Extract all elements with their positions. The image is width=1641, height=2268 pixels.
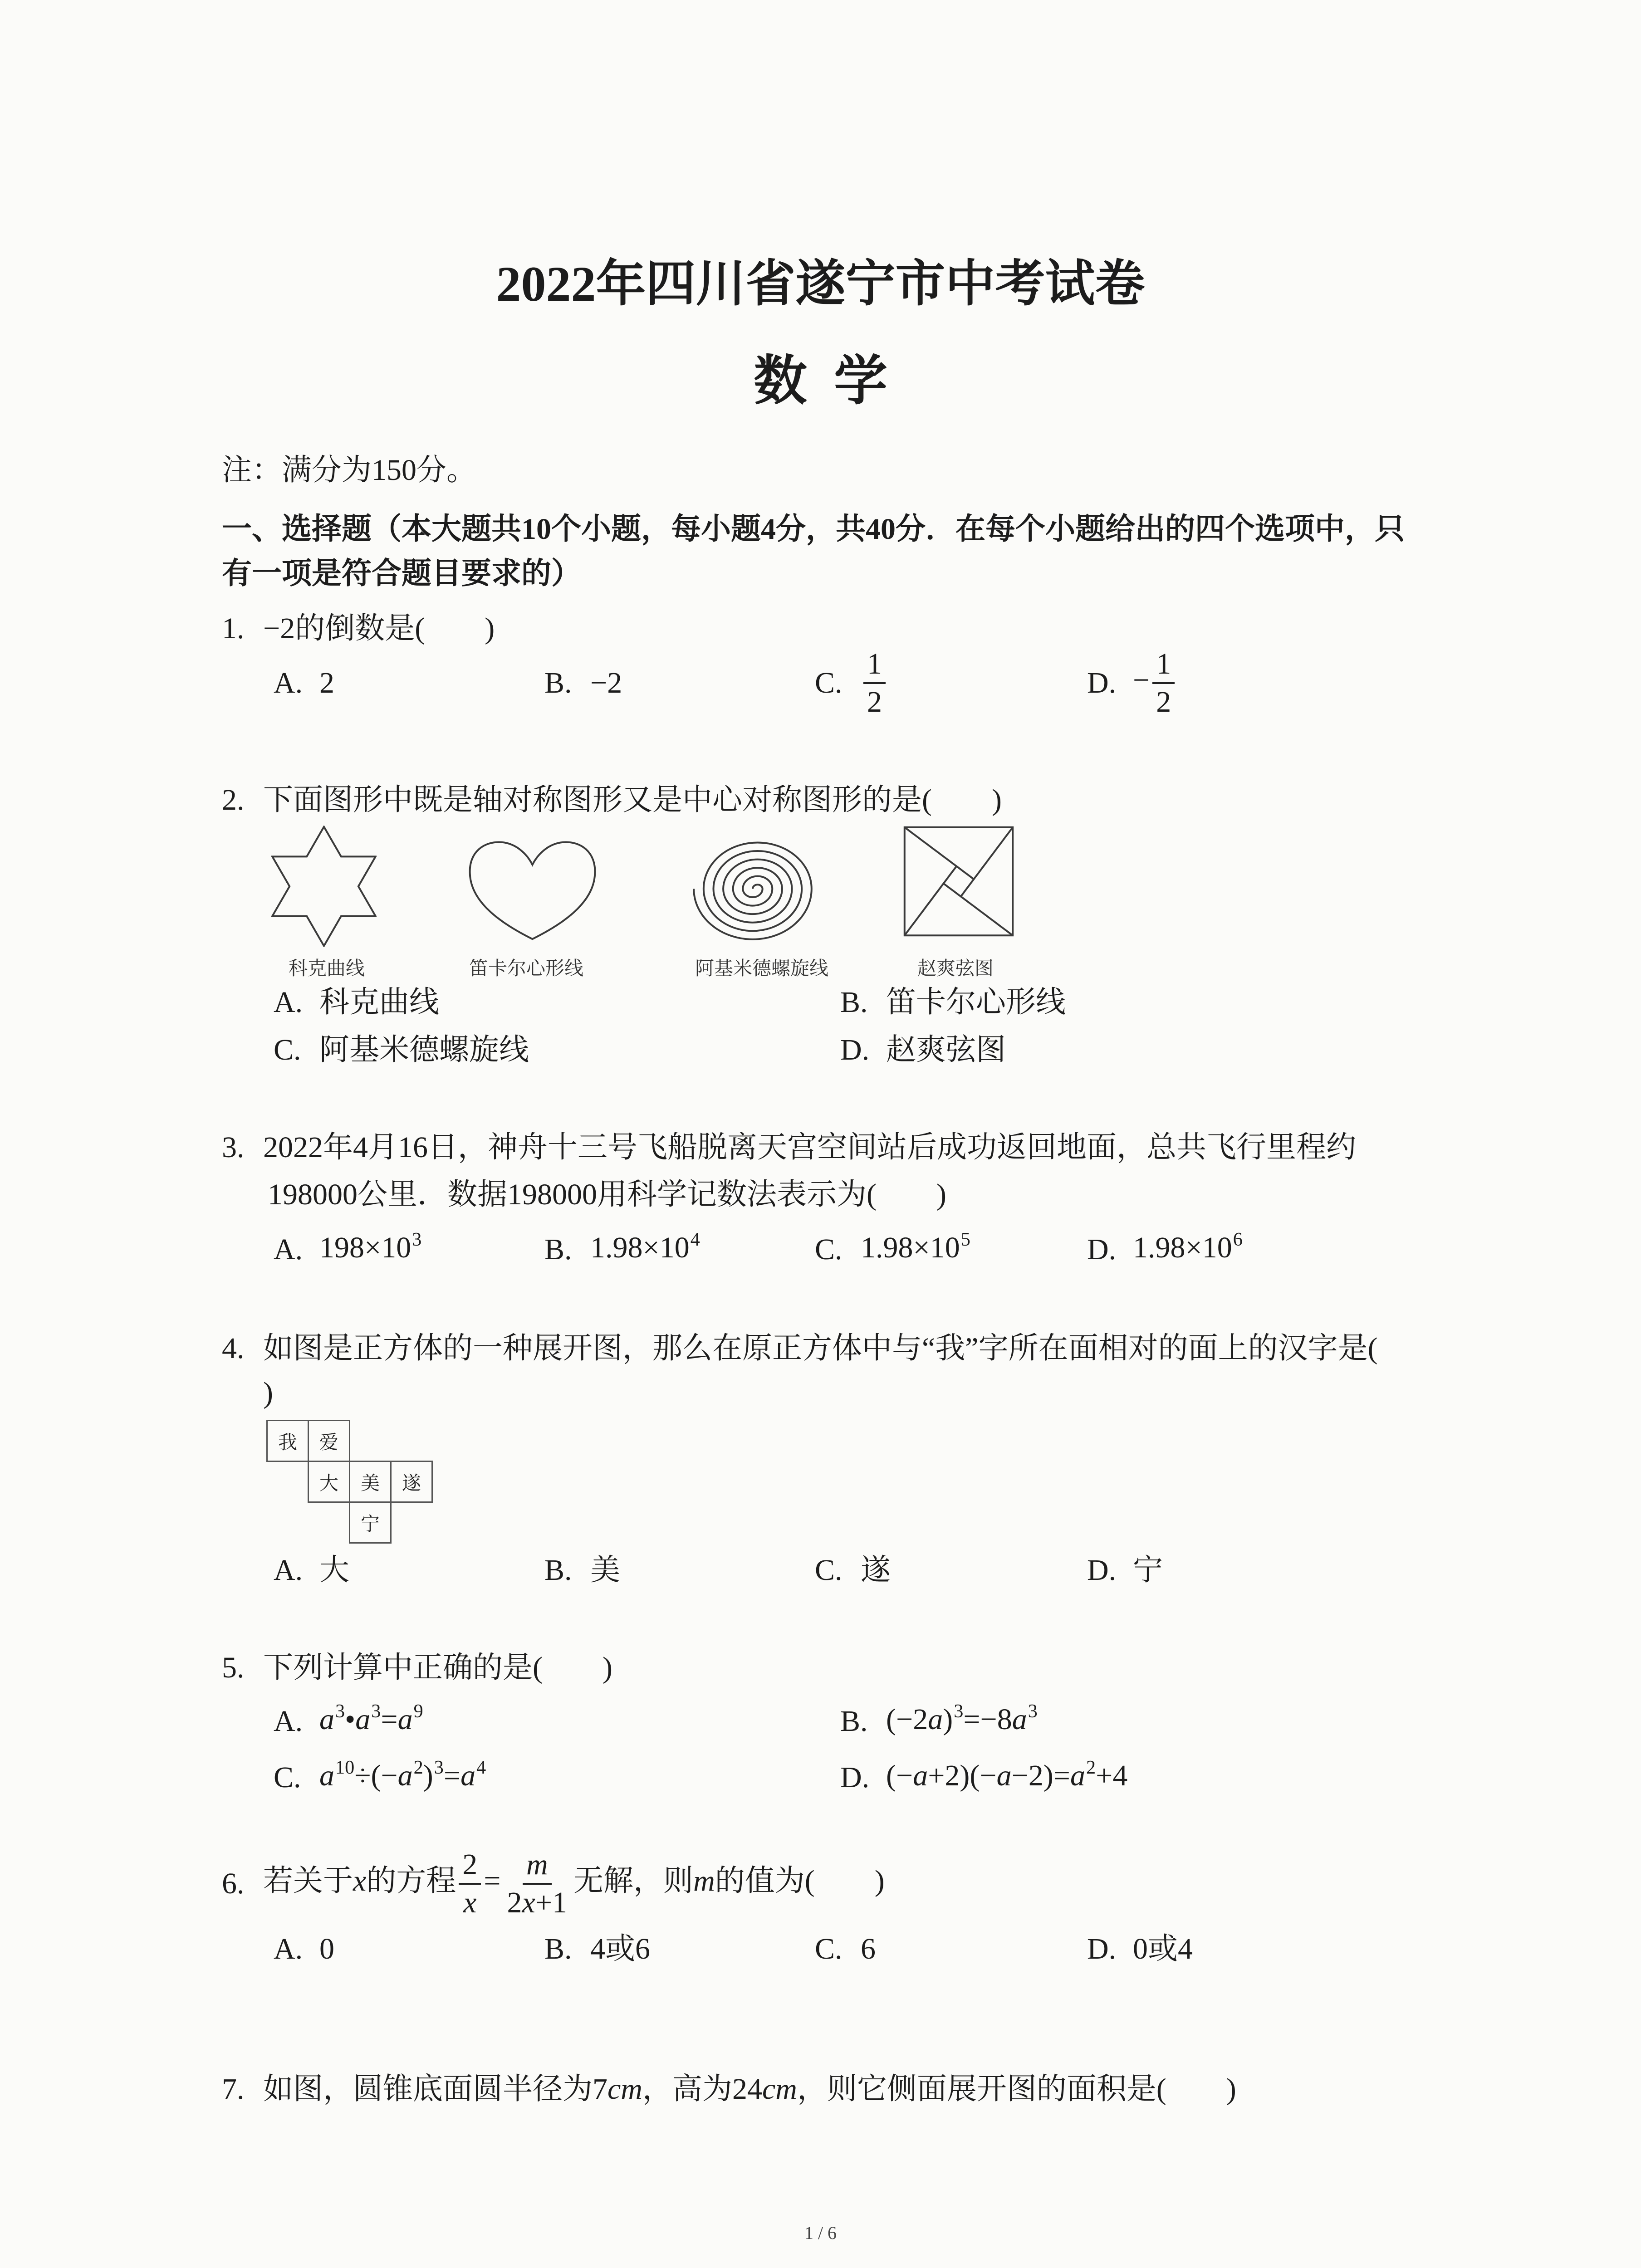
- text-run: =: [443, 1759, 461, 1792]
- text-run: 1: [867, 647, 882, 681]
- text-run: 宁: [1133, 1554, 1163, 1587]
- option-text: [886, 1758, 1127, 1798]
- question-number: 7.: [222, 2072, 245, 2106]
- text-run: 6: [861, 1932, 876, 1965]
- option-a: [274, 1552, 349, 1589]
- question-text: [263, 783, 1002, 816]
- fraction: [504, 1848, 571, 1920]
- option-text: [590, 1931, 650, 1967]
- math-variable: a: [913, 1759, 928, 1792]
- fraction: [459, 1848, 481, 1920]
- subject-title: 数 学: [753, 352, 887, 411]
- option-a: [274, 1700, 423, 1740]
- option-b: [544, 645, 622, 722]
- triangle-leg: [905, 866, 956, 936]
- text-run: ÷(−: [354, 1759, 398, 1792]
- math-variable: a: [996, 1759, 1012, 1792]
- option-d: [1087, 1552, 1163, 1589]
- question-text: [263, 612, 495, 645]
- denominator: [504, 1885, 571, 1920]
- question-number: 4.: [222, 1332, 245, 1365]
- text-run: •: [345, 1703, 356, 1736]
- outer-square: [905, 827, 1013, 935]
- option-label: B.: [544, 1554, 572, 1587]
- superscript: 3: [412, 1228, 422, 1250]
- fraction: [863, 647, 886, 719]
- net-cell: 大: [308, 1461, 350, 1503]
- option-text: [1133, 1931, 1193, 1967]
- option-label: A.: [274, 1932, 303, 1965]
- text-run: +1: [535, 1886, 568, 1919]
- option-d: [1087, 1228, 1243, 1268]
- question-text: 如图是正方体的一种展开图，那么在原正方体中与“我”字所在面相对的面上的汉字是(: [263, 1332, 1378, 1365]
- text-run: ): [943, 1703, 953, 1736]
- figure-label: 科克曲线: [288, 957, 365, 979]
- option-b: [544, 1931, 650, 1967]
- option-label: A.: [274, 1233, 303, 1266]
- question-number: 5.: [222, 1651, 245, 1684]
- question-text: [263, 2072, 1236, 2106]
- text-run: −2的倒数是( ): [263, 612, 495, 645]
- net-cell: 我: [266, 1420, 309, 1462]
- triangle-leg: [905, 827, 974, 879]
- option-text: [319, 984, 439, 1021]
- text-run: =: [484, 1864, 501, 1898]
- section-heading-line-1: 一、选择题（本大题共10个小题，每小题4分，共40分．在每个小题给出的四个选项中，只: [222, 513, 1405, 546]
- question-stem: [222, 782, 1002, 818]
- option-text: [886, 984, 1066, 1021]
- math-variable: x: [463, 1886, 477, 1919]
- superscript: 3: [434, 1756, 444, 1778]
- option-text: [861, 647, 888, 719]
- denominator: [1152, 684, 1175, 719]
- question-stem: [222, 1845, 885, 1922]
- option-label: D.: [1087, 1233, 1117, 1266]
- math-variable: a: [355, 1703, 371, 1736]
- option-label: C.: [274, 1761, 301, 1794]
- net-cell: 爱: [308, 1420, 350, 1462]
- option-a: [274, 1228, 422, 1268]
- question-stem: [222, 1650, 612, 1686]
- exam-title: 2022年四川省遂宁市中考试卷: [496, 256, 1145, 312]
- option-text: [319, 1758, 486, 1798]
- option-text: [319, 1701, 423, 1741]
- superscript: 3: [1028, 1700, 1038, 1722]
- superscript: 4: [690, 1228, 700, 1250]
- text-run: −: [1133, 664, 1150, 697]
- question-stem: [222, 2071, 1236, 2107]
- math-variable: a: [397, 1759, 413, 1792]
- math-variable: a: [319, 1703, 334, 1736]
- question-number: 6.: [222, 1867, 245, 1900]
- text-run: 美: [590, 1554, 620, 1587]
- page-number: 1 / 6: [804, 2223, 837, 2243]
- option-label: B.: [544, 1233, 572, 1266]
- fraction: [1152, 647, 1175, 719]
- question-stem-continued: ): [263, 1376, 273, 1409]
- question-text: [263, 1651, 612, 1684]
- text-run: ，则它侧面展开图的面积是( ): [797, 2072, 1236, 2106]
- text-run: 的值为( ): [715, 1864, 885, 1898]
- option-text: [319, 1552, 349, 1589]
- option-a: [274, 645, 334, 722]
- superscript: 2: [413, 1756, 423, 1778]
- star-outline: [272, 827, 376, 946]
- net-cell: 遂: [390, 1461, 433, 1503]
- option-c: [815, 1552, 891, 1589]
- option-text: [861, 1552, 891, 1589]
- text-run: 若关于: [263, 1864, 353, 1898]
- question-number: 2.: [222, 783, 245, 816]
- text-run: 0: [319, 1932, 334, 1965]
- option-label: A.: [274, 1705, 303, 1738]
- option-text: [1133, 647, 1177, 719]
- option-c: [815, 1931, 876, 1967]
- superscript: 3: [335, 1700, 345, 1722]
- text-run: 0或4: [1133, 1932, 1193, 1965]
- option-label: C.: [815, 1233, 843, 1266]
- math-variable: a: [397, 1703, 413, 1736]
- text-run: 下面图形中既是轴对称图形又是中心对称图形的是( ): [263, 783, 1002, 816]
- archimedean-spiral-figure: [691, 836, 815, 942]
- triangle-leg: [961, 827, 1013, 897]
- option-c: [815, 1228, 970, 1268]
- figure-label: 赵爽弦图: [917, 957, 994, 979]
- math-variable: cm: [762, 2072, 797, 2106]
- math-variable: x: [353, 1864, 367, 1898]
- option-text: [886, 1032, 1006, 1068]
- section-heading-line-2: 有一项是符合题目要求的）: [222, 557, 581, 590]
- option-label: C.: [815, 1554, 843, 1587]
- koch-curve-figure: [271, 826, 377, 947]
- math-variable: a: [319, 1759, 334, 1792]
- numerator: [459, 1848, 481, 1885]
- text-run: 1.98×10: [861, 1231, 960, 1264]
- option-text: [590, 1552, 620, 1589]
- option-label: C.: [815, 666, 843, 699]
- text-run: 2: [1156, 685, 1171, 719]
- option-label: D.: [840, 1761, 870, 1794]
- question-number: 1.: [222, 612, 245, 645]
- option-b: [840, 1700, 1038, 1740]
- text-run: 的方程: [366, 1864, 456, 1898]
- superscript: 3: [371, 1700, 381, 1722]
- superscript: 3: [954, 1700, 964, 1722]
- text-run: =: [381, 1703, 398, 1736]
- triangle-leg: [944, 884, 1013, 935]
- text-run: 笛卡尔心形线: [886, 986, 1066, 1019]
- heart-outline: [470, 842, 595, 939]
- math-variable: m: [526, 1848, 548, 1882]
- text-run: 大: [319, 1554, 349, 1587]
- denominator: [460, 1885, 480, 1920]
- option-c: [815, 645, 888, 722]
- option-text: [1133, 1230, 1243, 1270]
- option-a: [274, 1931, 334, 1967]
- option-b: [840, 984, 1066, 1021]
- option-label: B.: [840, 986, 868, 1019]
- text-run: 无解，则: [573, 1864, 694, 1898]
- text-run: =−8: [963, 1703, 1012, 1736]
- superscript: 10: [335, 1756, 355, 1778]
- text-run: 下列计算中正确的是( ): [263, 1651, 612, 1684]
- text-run: −2)=: [1011, 1759, 1071, 1792]
- option-c: [274, 1756, 486, 1796]
- text-run: ): [423, 1759, 433, 1792]
- superscript: 9: [413, 1700, 423, 1722]
- question-stem: [222, 1330, 1378, 1367]
- numerator: [523, 1848, 552, 1885]
- option-b: [544, 1552, 620, 1589]
- option-label: A.: [274, 986, 303, 1019]
- text-run: 赵爽弦图: [886, 1033, 1006, 1066]
- math-variable: a: [1070, 1759, 1086, 1792]
- superscript: 6: [1233, 1228, 1243, 1250]
- question-stem: [222, 611, 495, 647]
- text-run: (−2: [886, 1703, 928, 1736]
- option-text: [1133, 1552, 1163, 1589]
- option-label: C.: [274, 1033, 301, 1066]
- figure-label: 阿基米德螺旋线: [695, 957, 828, 979]
- spiral-curve: [694, 842, 812, 939]
- option-label: B.: [544, 1932, 572, 1965]
- text-run: 2: [462, 1848, 478, 1882]
- text-run: 2: [507, 1886, 522, 1919]
- math-variable: a: [928, 1703, 943, 1736]
- option-text: [886, 1701, 1038, 1741]
- option-text: [319, 1931, 334, 1967]
- option-b: [544, 1228, 700, 1268]
- text-run: (−: [886, 1759, 913, 1792]
- figure-label: 笛卡尔心形线: [469, 957, 583, 979]
- option-label: A.: [274, 666, 303, 699]
- math-variable: cm: [607, 2072, 642, 2106]
- text-run: 4或6: [590, 1932, 650, 1965]
- superscript: 4: [476, 1756, 486, 1778]
- option-label: B.: [840, 1705, 868, 1738]
- option-label: D.: [1087, 1554, 1117, 1587]
- text-run: 科克曲线: [319, 986, 439, 1019]
- option-text: [590, 1230, 700, 1270]
- net-cell: 宁: [349, 1501, 392, 1544]
- option-label: D.: [840, 1033, 870, 1066]
- superscript: 5: [960, 1228, 970, 1250]
- zhao-shuang-diagram-figure: [902, 825, 1015, 938]
- question-text: 2022年4月16日，神舟十三号飞船脱离天宫空间站后成功返回地面，总共飞行里程约: [263, 1131, 1356, 1164]
- text-run: +2)(−: [928, 1759, 997, 1792]
- denominator: [863, 684, 886, 719]
- text-run: −2: [590, 666, 622, 699]
- text-run: 1.98×10: [590, 1231, 690, 1264]
- text-run: 198×10: [319, 1231, 411, 1264]
- text-run: 1: [1156, 647, 1171, 681]
- question-number: 3.: [222, 1131, 245, 1164]
- option-a: [274, 984, 439, 1021]
- question-stem-continued: 198000公里．数据198000用科学记数法表示为( ): [268, 1178, 946, 1211]
- text-run: 阿基米德螺旋线: [319, 1033, 529, 1066]
- option-text: [319, 1230, 421, 1270]
- option-label: A.: [274, 1554, 303, 1587]
- option-text: [590, 666, 622, 700]
- option-d: [1087, 1931, 1193, 1967]
- text-run: 如图，圆锥底面圆半径为7: [263, 2072, 607, 2106]
- math-variable: m: [693, 1864, 715, 1898]
- option-text: [861, 1931, 876, 1967]
- question-stem: [222, 1129, 1356, 1166]
- math-variable: a: [460, 1759, 476, 1792]
- option-d: [1087, 645, 1177, 722]
- option-label: D.: [1087, 666, 1117, 699]
- numerator: [863, 647, 886, 684]
- text-run: 1.98×10: [1133, 1231, 1232, 1264]
- superscript: 2: [1086, 1756, 1096, 1778]
- option-label: B.: [544, 666, 572, 699]
- option-label: D.: [1087, 1932, 1117, 1965]
- score-note: 注：满分为150分。: [222, 454, 476, 487]
- text-run: 2: [319, 666, 334, 699]
- text-run: +4: [1096, 1759, 1128, 1792]
- net-cell: 美: [349, 1461, 392, 1503]
- option-text: [319, 666, 334, 700]
- numerator: [1152, 647, 1175, 684]
- math-variable: a: [1012, 1703, 1027, 1736]
- option-c: [274, 1032, 529, 1068]
- text-run: 2: [867, 685, 882, 719]
- cardioid-heart-figure: [466, 838, 599, 942]
- option-d: [840, 1032, 1006, 1068]
- text-run: 遂: [861, 1554, 891, 1587]
- math-variable: x: [522, 1886, 535, 1919]
- text-run: ，高为24: [642, 2072, 762, 2106]
- option-d: [840, 1756, 1128, 1796]
- option-text: [861, 1230, 970, 1270]
- option-text: [319, 1032, 529, 1068]
- question-text: [263, 1848, 885, 1920]
- option-label: C.: [815, 1932, 843, 1965]
